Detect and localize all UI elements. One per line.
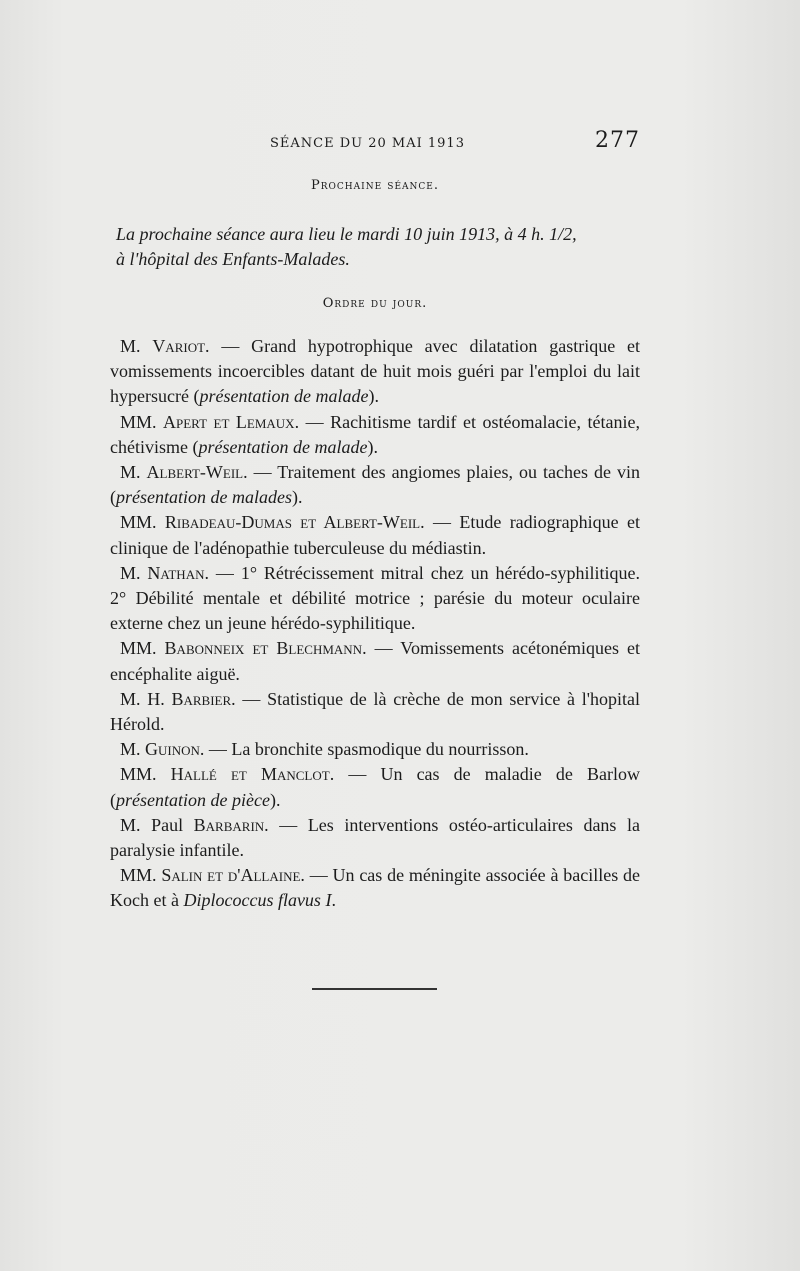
entry-authors: Barbarin xyxy=(193,814,265,835)
entry-authors: Hallé et Manclot xyxy=(170,764,330,785)
entry-prefix: M. xyxy=(120,336,153,356)
agenda-entry xyxy=(110,561,640,637)
entry-note: présentation de malades xyxy=(116,487,292,508)
next-session-line-1: La prochaine séance aura lieu le mardi 10 juin 1913, à 4 h. 1/2, xyxy=(116,224,577,244)
closing-rule xyxy=(312,988,437,990)
entry-prefix: MM. xyxy=(120,411,164,432)
entry-note: présentation de malade xyxy=(198,436,368,457)
entry-authors: Ribadeau-Dumas et Albert-Weil xyxy=(164,512,421,533)
entry-prefix: M. Paul xyxy=(120,814,194,835)
agenda-entry xyxy=(110,510,640,560)
entry-text: . — Un cas de méningite associée à bacilles de Koch et à xyxy=(110,865,640,911)
entry-text: . — Grand hypotrophique avec dilatation gastrique et vomissements incoercibles datant de huit mois guéri par l'emploi du lait hypersucré ( xyxy=(110,336,640,407)
entry-text: . — Statistique de là crèche de mon service à l'hopital Hérold. xyxy=(110,688,640,735)
entry-text: . — Traitement des angiomes plaies, ou taches de vin ( xyxy=(110,462,640,508)
entry-prefix: MM. xyxy=(120,638,165,659)
page-number: 277 xyxy=(595,128,640,153)
agenda-entry xyxy=(110,460,640,510)
entry-suffix: ). xyxy=(269,789,281,810)
agenda-entry xyxy=(110,762,640,812)
agenda-entry xyxy=(110,863,640,913)
entry-prefix: MM. xyxy=(120,865,162,886)
running-title: SÉANCE DU 20 MAI 1913 xyxy=(270,136,465,151)
entry-text: . — Vomissements acétonémiques et encéphalite aiguë. xyxy=(110,638,640,684)
entry-prefix: M. xyxy=(120,739,146,760)
agenda-entry xyxy=(110,813,640,863)
next-session-line-2: à l'hôpital des Enfants-Malades. xyxy=(116,249,350,269)
entry-text: . — La bronchite spasmodique du nourrisson. xyxy=(199,739,529,760)
entry-suffix: ). xyxy=(291,487,303,508)
entry-text: . — Un cas de maladie de Barlow ( xyxy=(110,764,640,810)
agenda-entry xyxy=(110,334,640,410)
entry-authors: Salin et d'Allaine xyxy=(161,865,301,886)
agenda-entry xyxy=(110,636,640,686)
entry-authors: Babonneix et Blechmann xyxy=(164,638,363,659)
entry-authors: Apert et Lemaux xyxy=(163,411,295,432)
entry-note: présentation de pièce xyxy=(116,789,270,810)
agenda-entry xyxy=(110,687,640,737)
entry-prefix: M. xyxy=(120,462,147,483)
entry-authors: Albert-Weil xyxy=(146,462,244,483)
entry-authors: Nathan xyxy=(147,562,205,583)
entry-prefix: M. xyxy=(120,562,148,583)
entry-note: présentation de malade xyxy=(199,386,369,407)
entry-authors: Guinon xyxy=(145,739,200,760)
entry-text: . — 1° Rétrécissement mitral chez un hérédo-syphilitique. 2° Débilité mentale et débilité motrice ; parésie du moteur oculaire externe chez un jeune hérédo-syphilitique. xyxy=(110,562,640,634)
entry-text: . — Rachitisme tardif et ostéomalacie, tétanie, chétivisme ( xyxy=(110,411,640,457)
agenda-entry xyxy=(110,410,640,460)
agenda-entry xyxy=(110,737,640,762)
entry-authors: Barbier xyxy=(171,688,232,709)
next-session-title: Prochaine séance. xyxy=(311,178,439,193)
agenda-list xyxy=(110,334,640,914)
entry-suffix: . xyxy=(331,890,336,911)
agenda-title: Ordre du jour. xyxy=(322,296,428,311)
entry-note: Diplococcus flavus I xyxy=(183,890,332,911)
next-session-text xyxy=(110,222,640,272)
entry-prefix: MM. xyxy=(120,512,165,533)
entry-text: . — Les interventions ostéo-articulaires dans la paralysie infantile. xyxy=(110,814,640,861)
entry-prefix: MM. xyxy=(120,764,171,785)
entry-suffix: ). xyxy=(368,386,379,407)
running-head xyxy=(110,128,640,158)
entry-prefix: M. H. xyxy=(120,688,172,709)
entry-authors: Variot xyxy=(152,336,206,356)
entry-suffix: ). xyxy=(367,436,378,457)
entry-text: . — Etude radiographique et clinique de l'adénopathie tuberculeuse du médiastin. xyxy=(110,512,640,558)
